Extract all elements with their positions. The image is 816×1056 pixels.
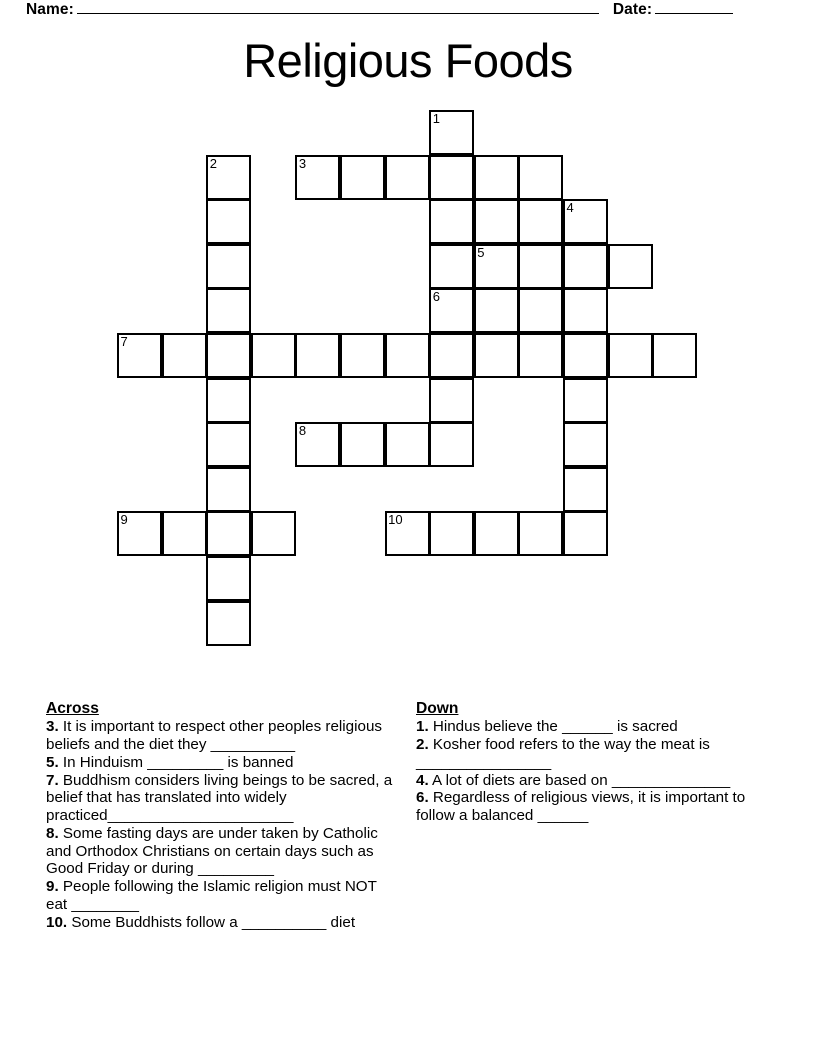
grid-cell-number: 6: [432, 289, 440, 305]
clue-number: 2.: [416, 736, 429, 754]
grid-cell[interactable]: [518, 244, 563, 289]
grid-cell[interactable]: [295, 333, 340, 378]
down-clue-group: [416, 718, 770, 825]
grid-cell[interactable]: [429, 288, 474, 333]
grid-cell[interactable]: [206, 556, 251, 601]
grid-cell[interactable]: [162, 511, 207, 556]
clue-item: [46, 754, 400, 772]
grid-cell[interactable]: [206, 378, 251, 423]
grid-cell[interactable]: [518, 155, 563, 200]
grid-cell[interactable]: [563, 511, 608, 556]
grid-cell[interactable]: [518, 511, 563, 556]
grid-cell[interactable]: [429, 378, 474, 423]
grid-cell[interactable]: [206, 155, 251, 200]
clue-item: [46, 772, 400, 825]
clue-text: Buddhism considers living beings to be sacred, a belief that has translated into widely practiced______________________: [46, 771, 393, 825]
grid-cell[interactable]: [429, 244, 474, 289]
clue-text: Hindus believe the ______ is sacred: [428, 718, 678, 736]
clue-number: 10.: [46, 913, 68, 931]
grid-cell[interactable]: [206, 333, 251, 378]
grid-cell-number: 10: [388, 512, 403, 528]
name-label: Name:: [26, 1, 74, 18]
across-heading: Across: [46, 700, 99, 717]
clue-text: People following the Islamic religion must NOT eat ________: [46, 878, 377, 914]
grid-cell[interactable]: [518, 288, 563, 333]
clue-item: [46, 914, 400, 932]
grid-cell-number: 7: [120, 334, 128, 349]
grid-cell[interactable]: [206, 422, 251, 467]
clue-text: Some fasting days are under taken by Catholic and Orthodox Christians on certain days such as Good Friday or during _________: [46, 824, 378, 878]
grid-cell[interactable]: [474, 244, 519, 289]
grid-cell[interactable]: [385, 511, 430, 556]
grid-cell-number: 1: [432, 111, 440, 126]
grid-cell-number: 8: [298, 423, 307, 439]
clue-number: 4.: [416, 771, 429, 789]
across-clue-group: [46, 718, 400, 931]
grid-cell[interactable]: [117, 511, 162, 556]
clue-item: [416, 789, 770, 825]
grid-cell[interactable]: [206, 288, 251, 333]
clue-text: In Hinduism _________ is banned: [58, 753, 294, 771]
grid-cell[interactable]: [206, 199, 251, 244]
grid-cell[interactable]: [563, 422, 608, 467]
grid-cell[interactable]: [474, 511, 519, 556]
grid-cell[interactable]: [563, 199, 608, 244]
grid-cell[interactable]: [251, 511, 296, 556]
grid-cell-number: 5: [477, 244, 485, 260]
grid-cell-number: 4: [566, 200, 574, 216]
grid-cell[interactable]: [474, 333, 519, 378]
grid-cell[interactable]: [385, 155, 430, 200]
grid-cell[interactable]: [429, 511, 474, 556]
grid-cell[interactable]: [652, 333, 697, 378]
clue-item: [416, 736, 770, 772]
grid-cell[interactable]: [474, 288, 519, 333]
clue-text: Some Buddhists follow a __________ diet: [67, 913, 356, 931]
grid-cell[interactable]: [429, 333, 474, 378]
grid-cell[interactable]: [429, 110, 474, 155]
grid-cell[interactable]: [340, 333, 385, 378]
grid-cell-number: 2: [209, 155, 217, 171]
grid-cell[interactable]: [608, 244, 653, 289]
clue-list: [46, 700, 770, 962]
grid-cell[interactable]: [340, 422, 385, 467]
grid-cell-number: 3: [298, 155, 307, 171]
clue-text: Kosher food refers to the way the meat is ________________: [416, 736, 710, 771]
grid-cell[interactable]: [340, 155, 385, 200]
grid-cell[interactable]: [206, 601, 251, 646]
grid-cell[interactable]: [117, 333, 162, 378]
clue-number: 5.: [46, 753, 59, 771]
grid-cell[interactable]: [206, 467, 251, 512]
clue-text: Regardless of religious views, it is important to follow a balanced ______: [416, 789, 746, 825]
grid-cell-number: 9: [120, 512, 128, 528]
grid-cell[interactable]: [563, 244, 608, 289]
grid-cell[interactable]: [385, 422, 430, 467]
clue-text: It is important to respect other peoples religious beliefs and the diet they __________: [46, 718, 382, 754]
grid-cell[interactable]: [429, 422, 474, 467]
clue-item: [416, 772, 770, 790]
down-heading: Down: [416, 700, 459, 717]
clue-item: [46, 718, 400, 754]
grid-cell[interactable]: [563, 333, 608, 378]
grid-cell[interactable]: [563, 378, 608, 423]
grid-cell[interactable]: [563, 467, 608, 512]
grid-cell[interactable]: [162, 333, 207, 378]
clue-item: [46, 878, 400, 914]
clue-number: 9.: [46, 878, 59, 896]
grid-cell[interactable]: [608, 333, 653, 378]
page-title: Religious Foods: [243, 34, 573, 87]
clue-item: [46, 825, 400, 878]
grid-cell[interactable]: [385, 333, 430, 378]
grid-cell[interactable]: [295, 155, 340, 200]
grid-cell[interactable]: [474, 199, 519, 244]
clue-text: A lot of diets are based on ______________: [428, 771, 731, 789]
clue-number: 6.: [416, 789, 429, 807]
clue-number: 7.: [46, 771, 59, 789]
grid-cell[interactable]: [518, 199, 563, 244]
clue-item: [416, 718, 770, 736]
clue-number: 1.: [416, 718, 429, 736]
grid-cell[interactable]: [251, 333, 296, 378]
grid-cell[interactable]: [206, 244, 251, 289]
date-label: Date:: [612, 1, 653, 18]
grid-cell[interactable]: [429, 199, 474, 244]
grid-cell[interactable]: [295, 422, 340, 467]
clue-number: 3.: [46, 718, 59, 736]
grid-cell[interactable]: [518, 333, 563, 378]
grid-cell[interactable]: [429, 155, 474, 200]
clue-number: 8.: [46, 824, 59, 842]
grid-cell[interactable]: [474, 155, 519, 200]
grid-cell[interactable]: [206, 511, 251, 556]
grid-cell[interactable]: [563, 288, 608, 333]
